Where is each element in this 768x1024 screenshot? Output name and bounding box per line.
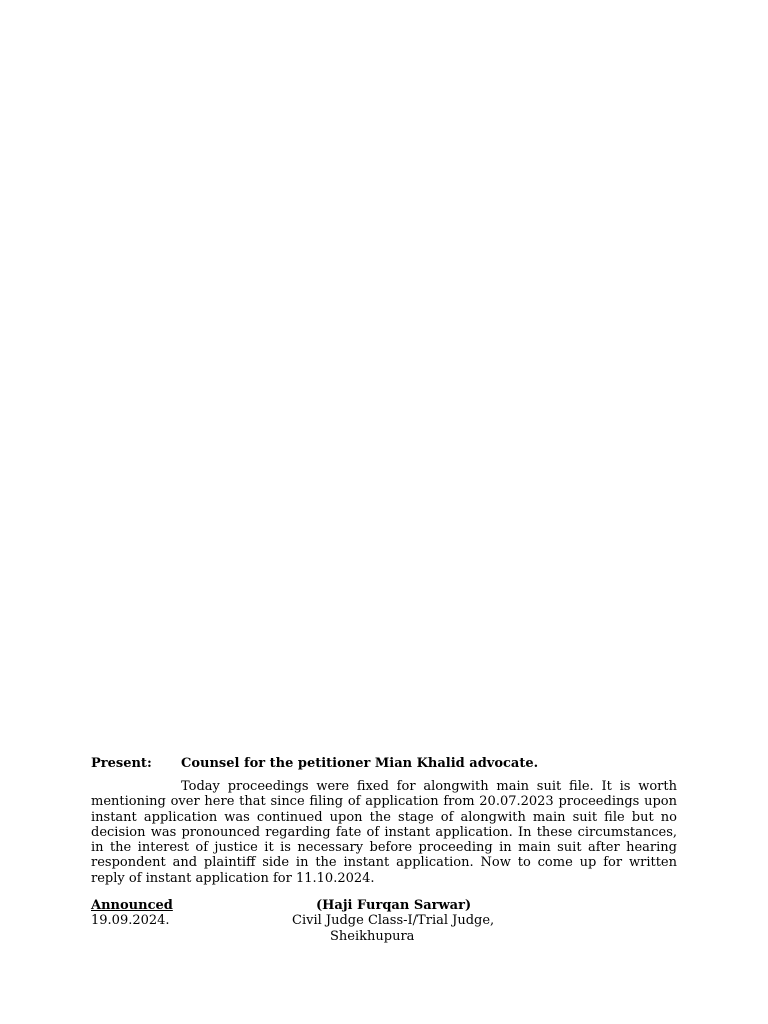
present-text: Counsel for the petitioner Mian Khalid advocate. — [181, 756, 539, 771]
announced-label: Announced — [91, 898, 173, 913]
judge-title: Civil Judge Class-I/Trial Judge, — [292, 913, 495, 928]
order-date: 19.09.2024. — [91, 913, 170, 928]
present-row — [91, 756, 681, 771]
present-label: Present: — [91, 756, 152, 771]
judge-name: (Haji Furqan Sarwar) — [316, 898, 472, 913]
order-body-paragraph: Today proceedings were fixed for alongwith main suit file. It is worth mentioning over here that since filing of application from 20.07.2023 proceedings upon instant application was continued upon the stage of alongwith main suit file but no decision was pronounced regarding fate of instant application. In these circumstances, in the interest of justice it is necessary before proceeding in main suit after hearing respondent and plaintiff side in the instant application. Now to come up for written reply of instant application for 11.10.2024. — [91, 779, 677, 886]
judge-place: Sheikhupura — [330, 929, 415, 944]
